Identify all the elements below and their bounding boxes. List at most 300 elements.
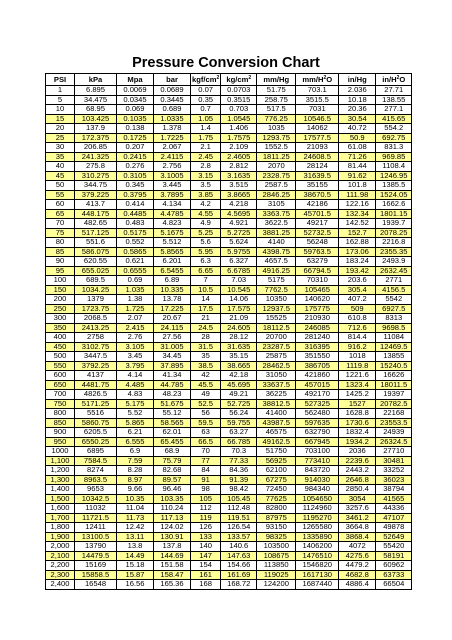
table-cell: 2846.25 [257,190,296,200]
table-row [46,200,412,210]
table-cell: 4481.75 [75,380,117,390]
table-cell: 800 [46,409,75,419]
table-cell: 6.21 [117,428,154,438]
table-cell: 56.24 [221,409,257,419]
table-row [46,504,412,514]
table-cell: 0.552 [117,238,154,248]
table-cell: 124200 [257,580,296,590]
table-cell: 1.378 [154,124,191,134]
table-cell: 984340 [296,485,339,495]
table-cell: 91.39 [221,475,257,485]
table-cell: 56248 [296,238,339,248]
table-cell: 1527 [339,399,376,409]
table-cell: 5171.25 [75,399,117,409]
table-cell: 58.565 [154,418,191,428]
table-row [46,219,412,229]
table-row [46,333,412,343]
table-cell: 1018 [339,352,376,362]
table-cell: 2.07 [117,314,154,324]
table-cell: 11.04 [117,504,154,514]
table-cell: 586.075 [75,247,117,257]
table-cell: 30.54 [339,114,376,124]
table-cell: 597635 [296,418,339,428]
table-cell: 700 [46,390,75,400]
table-cell: 4.83 [117,390,154,400]
table-cell: 1.7225 [154,133,191,143]
table-cell: 517.5 [257,105,296,115]
table-cell: 80 [46,238,75,248]
table-cell: 692.75 [376,133,412,143]
table-cell: 11721.5 [75,513,117,523]
table-cell: 310.275 [75,171,117,181]
table-cell: 36023 [376,475,412,485]
table-cell: 703100 [296,447,339,457]
table-cell: 72450 [257,485,296,495]
table-cell: 119 [191,513,221,523]
table-cell: 65.455 [154,437,191,447]
table-cell: 6927.5 [376,304,412,314]
table-cell: 1108.4 [376,162,412,172]
table-cell: 5175 [257,276,296,286]
table-cell: 55.12 [154,409,191,419]
table-cell: 275.8 [75,162,117,172]
table-cell: 1385.5 [376,181,412,191]
table-row [46,475,412,485]
table-cell: 12469.5 [376,342,412,352]
table-cell: 0.2415 [117,152,154,162]
table-row [46,466,412,476]
table-cell: 0.7 [191,105,221,115]
table-cell: 173.06 [339,247,376,257]
table-cell: 45.695 [221,380,257,390]
table-cell: 1119.8 [339,361,376,371]
table-cell: 2632.45 [376,266,412,276]
table-cell: 0.414 [117,200,154,210]
table-row [46,209,412,219]
table-cell: 350 [46,323,75,333]
table-row [46,228,412,238]
table-cell: 2.109 [221,143,257,153]
table-cell: 24.5 [191,323,221,333]
table-cell: 10546.5 [296,114,339,124]
table-cell: 750 [46,399,75,409]
table-cell: 0.207 [117,143,154,153]
table-cell: 59.755 [221,418,257,428]
table-cell: 344.75 [75,181,117,191]
table-cell: 9653 [75,485,117,495]
table-cell: 14 [191,295,221,305]
table-cell: 4916.25 [257,266,296,276]
table-cell: 1.035 [117,285,154,295]
table-cell: 1034.25 [75,285,117,295]
table-cell: 23287.5 [257,342,296,352]
table-cell: 2328.75 [257,171,296,181]
table-cell: 1,800 [46,523,75,533]
table-cell: 89.57 [154,475,191,485]
table-cell: 10.35 [117,494,154,504]
table-cell: 19397 [376,390,412,400]
table-cell: 3.85 [191,190,221,200]
table-cell: 8.28 [117,466,154,476]
table-row [46,266,412,276]
table-cell: 133 [191,532,221,542]
table-cell: 1.38 [117,295,154,305]
table-cell: 158.47 [154,570,191,580]
table-cell: 5.512 [154,238,191,248]
table-cell: 13855 [376,352,412,362]
table-cell: 105.45 [221,494,257,504]
table-cell: 65 [46,209,75,219]
table-cell: 316395 [296,342,339,352]
table-cell: 554.2 [376,124,412,134]
table-cell: 50 [46,181,75,191]
table-cell: 1,600 [46,504,75,514]
table-cell: 56 [191,409,221,419]
column-header: kgf/$cm^2$ [192,75,220,84]
table-cell: 4275.6 [339,551,376,561]
table-cell: 2,200 [46,561,75,571]
table-cell: 81.44 [339,162,376,172]
table-cell: 10.5 [191,285,221,295]
table-cell: 4140 [257,238,296,248]
table-row [46,247,412,257]
table-cell: 103.425 [75,114,117,124]
table-row [46,456,412,466]
table-cell: 6.6785 [221,266,257,276]
table-cell: 41400 [257,409,296,419]
table-cell: 712.6 [339,323,376,333]
table-cell: 68.95 [75,105,117,115]
table-cell: 91.62 [339,171,376,181]
table-cell: 51750 [257,447,296,457]
table-cell: 0.1035 [117,114,154,124]
table-cell: 11032 [75,504,117,514]
table-cell: 70 [46,219,75,229]
table-cell: 5.175 [117,399,154,409]
table-cell: 0.0069 [117,86,154,96]
table-cell: 93150 [257,523,296,533]
table-cell: 2078.25 [376,228,412,238]
table-row [46,352,412,362]
table-cell: 4.14 [117,371,154,381]
table-cell: 1425.2 [339,390,376,400]
table-cell: 66.785 [221,437,257,447]
table-cell: 3.105 [117,342,154,352]
table-cell: 27.56 [154,333,191,343]
table-cell: 2493.9 [376,257,412,267]
table-cell: 0.4485 [117,209,154,219]
table-cell: 0.3795 [117,190,154,200]
table-cell: 0.0703 [221,86,257,96]
table-cell: 56925 [257,456,296,466]
table-cell: 16548 [75,580,117,590]
table-cell: 650 [46,380,75,390]
table-cell: 38.5 [191,361,221,371]
table-cell: 900 [46,428,75,438]
table-cell: 22168 [376,409,412,419]
table-cell: 91 [191,475,221,485]
table-cell: 5860.75 [75,418,117,428]
table-cell: 386705 [296,361,339,371]
table-cell: 3664.8 [339,523,376,533]
table-cell: 1939.7 [376,219,412,229]
table-cell: 1000 [46,447,75,457]
table-cell: 31639.5 [296,171,339,181]
table-row [46,371,412,381]
table-cell: 0.07 [191,86,221,96]
table-row [46,114,412,124]
table-cell: 0.5175 [117,228,154,238]
table-cell: 3.15 [191,171,221,181]
header-row [46,74,412,86]
table-cell: 20700 [257,333,296,343]
table-cell: 969.85 [376,152,412,162]
table-cell: 1.0545 [221,114,257,124]
table-cell: 24608.5 [296,152,339,162]
table-cell: 41565 [376,494,412,504]
table-cell: 45701.5 [296,209,339,219]
table-cell: 5.52 [117,409,154,419]
table-row [46,399,412,409]
table-cell: 49878 [376,523,412,533]
table-cell: 6.5455 [154,266,191,276]
table-row [46,181,412,191]
table-cell: 1662.6 [376,200,412,210]
table-cell: 17.225 [154,304,191,314]
table-cell: 132.34 [339,209,376,219]
table-cell: 165.36 [154,580,191,590]
table-row [46,409,412,419]
table-cell: 4886.4 [339,580,376,590]
table-cell: 161.69 [221,570,257,580]
table-cell: 3.8665 [221,190,257,200]
table-row [46,580,412,590]
table-cell: 21093 [296,143,339,153]
table-cell: 193.42 [339,266,376,276]
table-cell: 18112.5 [257,323,296,333]
table-cell: 40 [46,162,75,172]
table-cell: 500 [46,352,75,362]
table-cell: 1934.2 [339,437,376,447]
table-cell: 210930 [296,314,339,324]
table-cell: 49162.5 [257,437,296,447]
table-cell: 10.18 [339,95,376,105]
table-cell: 4072 [339,542,376,552]
table-cell: 20.36 [339,105,376,115]
table-row [46,561,412,571]
table-cell: 150 [46,285,75,295]
table-cell: 1801.15 [376,209,412,219]
table-cell: 35 [191,352,221,362]
table-cell: 17.575 [221,304,257,314]
table-cell: 82.68 [154,466,191,476]
table-cell: 1,100 [46,456,75,466]
table-row [46,532,412,542]
table-cell: 21.09 [221,314,257,324]
table-cell: 15 [46,114,75,124]
table-cell: 527325 [296,399,339,409]
table-cell: 63279 [296,257,339,267]
column-header: Mpa [117,74,154,86]
table-cell: 24.115 [154,323,191,333]
table-cell: 4.134 [154,200,191,210]
table-cell: 1.75 [191,133,221,143]
table-cell: 43987.5 [257,418,296,428]
table-cell: 12411 [75,523,117,533]
table-cell: 305.4 [339,285,376,295]
table-cell: 62100 [257,466,296,476]
table-cell: 1221.6 [339,371,376,381]
table-cell: 1,900 [46,532,75,542]
table-cell: 413.7 [75,200,117,210]
table-cell: 1293.75 [257,133,296,143]
table-cell: 20782.5 [376,399,412,409]
table-cell: 0.138 [117,124,154,134]
table-cell: 15525 [257,314,296,324]
table-cell: 28462.5 [257,361,296,371]
table-cell: 58191 [376,551,412,561]
table-cell: 2,300 [46,570,75,580]
table-cell: 30481 [376,456,412,466]
table-row [46,162,412,172]
table-cell: 2758 [75,333,117,343]
table-row [46,570,412,580]
table-cell: 843720 [296,466,339,476]
table-cell: 38812.5 [257,399,296,409]
table-cell: 1.0335 [154,114,191,124]
table-cell: 154.66 [221,561,257,571]
table-cell: 7584.5 [75,456,117,466]
table-cell: 112.48 [221,504,257,514]
column-header: $kg/cm^2$ [221,74,257,86]
table-cell: 28 [191,333,221,343]
table-cell: 0.6555 [117,266,154,276]
table-row [46,171,412,181]
table-cell: 1.05 [191,114,221,124]
table-cell: 84.36 [221,466,257,476]
table-cell: 203.6 [339,276,376,286]
table-cell: 3.5 [191,181,221,191]
table-cell: 8274 [75,466,117,476]
table-cell: 2070 [257,162,296,172]
table-cell: 5.9755 [221,247,257,257]
table-cell: 41.34 [154,371,191,381]
table-row [46,257,412,267]
table-row [46,494,412,504]
table-cell: 10342.5 [75,494,117,504]
table-cell: 5.6 [191,238,221,248]
table-cell: 17577.5 [296,133,339,143]
table-cell: 2355.35 [376,247,412,257]
table-cell: 5.2725 [221,228,257,238]
table-cell: 33252 [376,466,412,476]
table-row [46,542,412,552]
table-cell: 2587.5 [257,181,296,191]
table-cell: 450 [46,342,75,352]
table-cell: 21 [191,314,221,324]
table-cell: 5516 [75,409,117,419]
table-cell: 0.3515 [221,95,257,105]
table-cell: 773410 [296,456,339,466]
column-header: PSI [46,74,75,86]
table-cell: 7.03 [221,276,257,286]
table-cell: 7031 [296,105,339,115]
table-cell: 3.1005 [154,171,191,181]
table-cell: 40.72 [339,124,376,134]
table-cell: 2.036 [339,86,376,96]
table-cell: 5.95 [191,247,221,257]
table-cell: 655.025 [75,266,117,276]
table-cell: 2.756 [154,162,191,172]
table-cell: 2216.8 [376,238,412,248]
table-cell: 42 [191,371,221,381]
table-cell: 1811.25 [257,152,296,162]
table-cell: 49 [191,390,221,400]
table-cell: 3.445 [154,181,191,191]
table-cell: 52.5 [191,399,221,409]
table-cell: 620.55 [75,257,117,267]
table-cell: 258.75 [257,95,296,105]
table-cell: 3105 [257,200,296,210]
table-row [46,86,412,96]
table-cell: 0.1725 [117,133,154,143]
table-cell: 117.13 [154,513,191,523]
table-cell: 42186 [296,200,339,210]
table-cell: 52.725 [221,399,257,409]
table-cell: 8963.5 [75,475,117,485]
table-cell: 42.18 [221,371,257,381]
table-cell: 1730.6 [339,418,376,428]
table-cell: 35.15 [221,352,257,362]
table-cell: 44336 [376,504,412,514]
table-cell: 175775 [296,304,339,314]
table-cell: 138.55 [376,95,412,105]
table-cell: 133.57 [221,532,257,542]
table-cell: 66504 [376,580,412,590]
table-cell: 126.54 [221,523,257,533]
table-cell: 2068.5 [75,314,117,324]
table-cell: 1054650 [296,494,339,504]
table-cell: 5.865 [117,418,154,428]
table-cell: 1035 [257,124,296,134]
table-cell: 206.85 [75,143,117,153]
table-cell: 5.25 [191,228,221,238]
table-cell: 51.675 [154,399,191,409]
table-row [46,390,412,400]
table-cell: 1,500 [46,494,75,504]
table-cell: 14479.5 [75,551,117,561]
table-cell: 3622.5 [257,219,296,229]
table-cell: 850 [46,418,75,428]
table-cell: 3447.5 [75,352,117,362]
column-header: $in/H^2O$ [376,74,412,86]
table-cell: 831.3 [376,143,412,153]
table-cell: 147.63 [221,551,257,561]
table-cell: 66794.5 [296,266,339,276]
table-cell: 2.4605 [221,152,257,162]
table-cell: 600 [46,371,75,381]
table-cell: 90 [46,257,75,267]
table-cell: 140 [191,542,221,552]
column-header: mm/Hg [257,74,296,86]
table-cell: 75 [46,228,75,238]
table-cell: 8313 [376,314,412,324]
table-cell: 55 [46,190,75,200]
table-cell: 1246.95 [376,171,412,181]
table-cell: 147 [191,551,221,561]
table-cell: 1195270 [296,513,339,523]
table-cell: 24939 [376,428,412,438]
